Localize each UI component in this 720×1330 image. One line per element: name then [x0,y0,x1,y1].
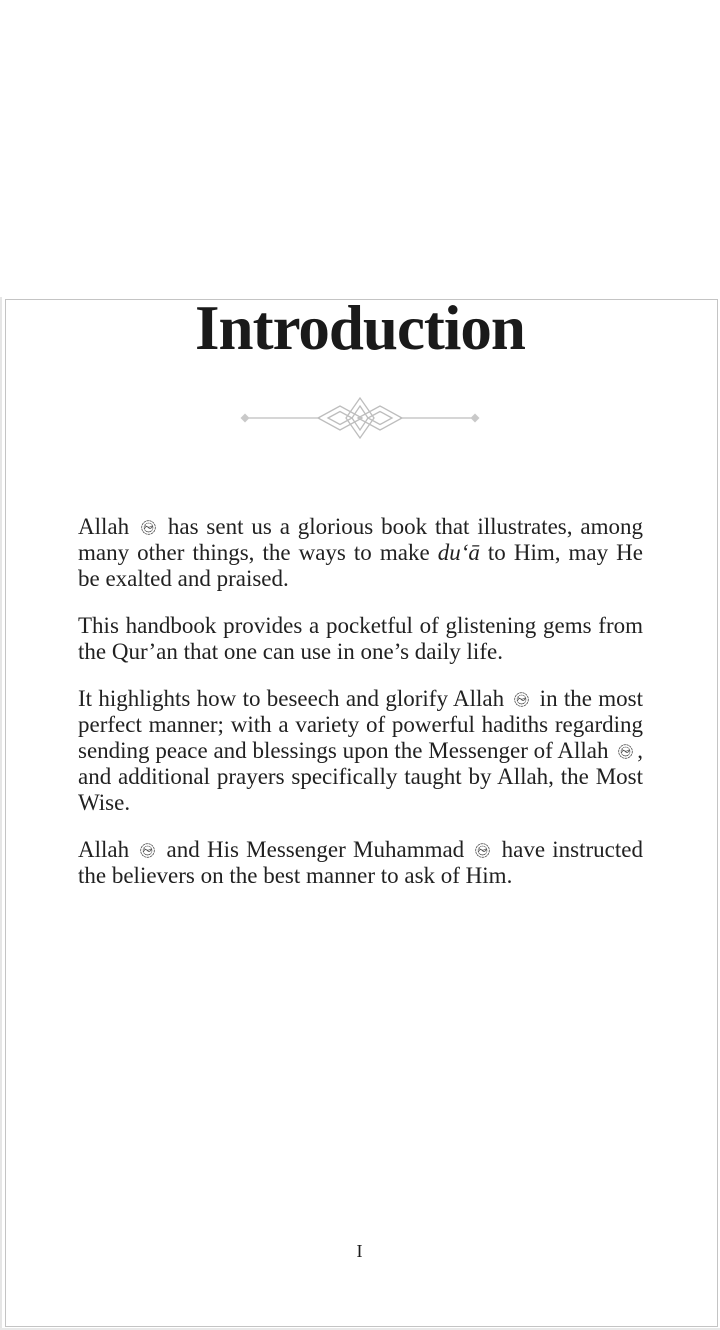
text-run: to Him, may He be exalted and praised. [78,540,643,591]
paragraph [78,837,643,889]
jalla-jalaluhu-icon [512,690,531,709]
body-text [0,514,720,889]
paragraph [78,686,643,816]
text-run: , and additional prayers specifically taught by Allah, the Most Wise. [78,738,643,815]
divider-ornament [241,398,480,438]
text-run: It highlights how to beseech and glorify Allah [78,686,511,711]
paragraph [78,613,643,665]
sallallahu-alayhi-wasallam-icon [616,742,635,761]
text-run: and His Messenger Muhammad [159,837,472,862]
text-run: Allah [78,514,137,539]
text-run: Allah [78,837,137,862]
jalla-jalaluhu-icon [139,518,158,537]
text-run: This handbook provides a pocketful of glistening gems from the Qur’an that one can use in one’s daily life. [78,613,643,664]
page-title: Introduction [195,293,525,363]
paragraph [78,514,643,592]
text-run: has sent us a glorious book that illustrates, among many other things, the ways to make [78,514,643,565]
text-run: in the most perfect manner; with a variety of powerful hadiths regarding sending peace and blessings upon the Messenger of Allah [78,686,643,763]
ornamental-divider [240,396,480,440]
text-run: du‘ā [437,540,480,565]
sallallahu-alayhi-wasallam-icon [473,841,492,860]
jalla-jalaluhu-icon [138,841,157,860]
book-page [0,293,720,1330]
text-run: have instructed the believers on the best manner to ask of Him. [78,837,643,888]
page-number: I [356,1241,364,1261]
